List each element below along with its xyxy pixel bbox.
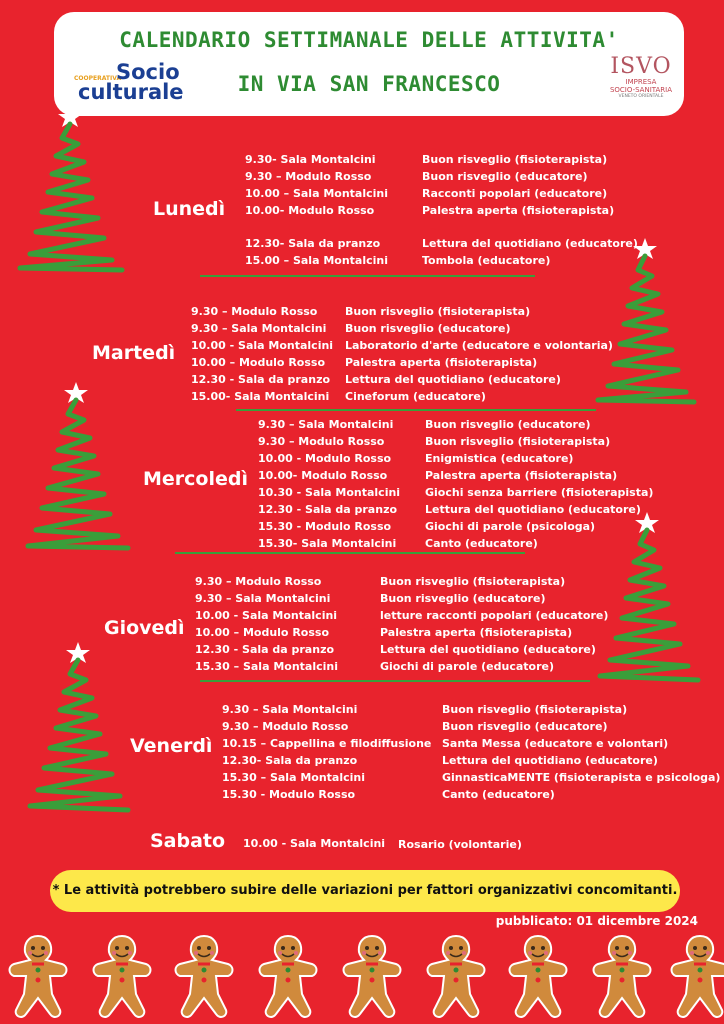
schedule-time: 15.30 - Modulo Rosso — [258, 520, 392, 533]
schedule-time: 12.30 - Sala da pranzo — [258, 503, 398, 516]
schedule-time: 10.00 - Sala Montalcini — [243, 837, 386, 850]
gingerbread-man-icon — [340, 934, 404, 1020]
logo-right-line2: SOCIO-SANITARIA — [609, 86, 673, 95]
schedule-time: 10.15 – Cappellina e filodiffusione — [222, 737, 432, 750]
schedule-time: 10.00 - Sala Montalcini — [191, 339, 334, 352]
gingerbread-man-icon — [6, 934, 70, 1020]
schedule-activity: Santa Messa (educatore e volontari) — [442, 737, 669, 750]
schedule-activity: Lettura del quotidiano (educatore) — [345, 373, 561, 386]
schedule-time: 9.30 – Modulo Rosso — [195, 575, 322, 588]
schedule-time: 10.00- Modulo Rosso — [258, 469, 388, 482]
schedule-activity: Buon risveglio (fisioterapista) — [380, 575, 566, 588]
logo-left-small: COOPERATIVA — [74, 75, 122, 82]
day-label-martedi: Martedì — [92, 342, 176, 364]
schedule-activity: Palestra aperta (fisioterapista) — [422, 204, 615, 217]
schedule-time: 10.00 – Modulo Rosso — [191, 356, 325, 369]
page-title-line-1: CALENDARIO SETTIMANALE DELLE ATTIVITA' — [119, 28, 619, 52]
schedule-time: 12.30- Sala da pranzo — [222, 754, 358, 767]
schedule-time: 10.00 - Sala Montalcini — [195, 609, 338, 622]
schedule-time: 12.30 - Sala da pranzo — [191, 373, 331, 386]
gingerbread-man-icon — [506, 934, 570, 1020]
schedule-time: 9.30 – Sala Montalcini — [195, 592, 331, 605]
schedule-time: 9.30 – Modulo Rosso — [191, 305, 318, 318]
gingerbread-man-icon — [256, 934, 320, 1020]
gingerbread-man-icon — [424, 934, 488, 1020]
schedule-activity: Buon risveglio (educatore) — [425, 418, 591, 431]
schedule-activity: Laboratorio d'arte (educatore e volontaria) — [345, 339, 613, 352]
schedule-activity: Lettura del quotidiano (educatore) — [425, 503, 641, 516]
logo-left-word1: Socio — [116, 60, 180, 84]
schedule-time: 9.30 – Modulo Rosso — [258, 435, 385, 448]
schedule-activity: Cineforum (educatore) — [345, 390, 486, 403]
schedule-time: 15.30 – Sala Montalcini — [222, 771, 365, 784]
day-label-mercoledi: Mercoledì — [143, 468, 248, 490]
schedule-activity: Lettura del quotidiano (educatore) — [422, 237, 638, 250]
christmas-tree-icon — [24, 640, 144, 820]
gingerbread-man-icon — [172, 934, 236, 1020]
christmas-tree-icon — [590, 236, 710, 412]
schedule-activity: Tombola (educatore) — [422, 254, 551, 267]
schedule-activity: Giochi di parole (educatore) — [380, 660, 554, 673]
day-label-venerdi: Venerdì — [130, 735, 213, 757]
page-title-line-2: IN VIA SAN FRANCESCO — [237, 72, 501, 96]
schedule-activity: letture racconti popolari (educatore) — [380, 609, 609, 622]
schedule-activity: Palestra aperta (fisioterapista) — [380, 626, 573, 639]
gingerbread-man-icon — [590, 934, 654, 1020]
schedule-time: 9.30 – Modulo Rosso — [245, 170, 372, 183]
logo-right-line3: VENETO ORIENTALE — [618, 94, 664, 100]
schedule-time: 10.30 - Sala Montalcini — [258, 486, 401, 499]
schedule-time: 10.00 – Sala Montalcini — [245, 187, 388, 200]
schedule-time: 15.00 – Sala Montalcini — [245, 254, 388, 267]
schedule-activity: Buon risveglio (fisioterapista) — [425, 435, 611, 448]
schedule-activity: Giochi senza barriere (fisioterapista) — [425, 486, 654, 499]
christmas-tree-icon — [20, 380, 140, 560]
schedule-activity: Giochi di parole (psicologa) — [425, 520, 596, 533]
schedule-time: 15.00- Sala Montalcini — [191, 390, 330, 403]
christmas-tree-icon — [12, 104, 132, 284]
schedule-time: 9.30 – Modulo Rosso — [222, 720, 349, 733]
schedule-activity: Racconti popolari (educatore) — [422, 187, 608, 200]
publication-date: pubblicato: 01 dicembre 2024 — [495, 914, 698, 928]
christmas-tree-icon — [592, 510, 712, 690]
schedule-activity: Buon risveglio (fisioterapista) — [422, 153, 608, 166]
divider-line — [175, 552, 525, 554]
divider-line — [200, 275, 535, 277]
schedule-time: 12.30- Sala da pranzo — [245, 237, 381, 250]
schedule-time: 10.00 - Modulo Rosso — [258, 452, 392, 465]
divider-line — [200, 680, 590, 682]
schedule-time: 15.30- Sala Montalcini — [258, 537, 397, 550]
schedule-time: 10.00- Modulo Rosso — [245, 204, 375, 217]
schedule-activity: Canto (educatore) — [442, 788, 555, 801]
divider-line — [236, 409, 596, 411]
schedule-time: 10.00 – Modulo Rosso — [195, 626, 329, 639]
schedule-time: 12.30 - Sala da pranzo — [195, 643, 335, 656]
schedule-activity: Buon risveglio (educatore) — [442, 720, 608, 733]
logo-right-line1: IMPRESA — [625, 78, 657, 86]
schedule-time: 15.30 – Sala Montalcini — [195, 660, 338, 673]
schedule-time: 9.30- Sala Montalcini — [245, 153, 376, 166]
gingerbread-man-icon — [668, 934, 724, 1020]
schedule-activity: Buon risveglio (educatore) — [345, 322, 511, 335]
variations-note: * Le attività potrebbero subire delle variazioni per fattori organizzativi concomitanti. — [50, 870, 680, 912]
schedule-activity: Palestra aperta (fisioterapista) — [425, 469, 618, 482]
schedule-activity: GinnasticaMENTE (fisioterapista e psicologa) — [442, 771, 721, 784]
schedule-activity: Buon risveglio (educatore) — [380, 592, 546, 605]
day-label-lunedi: Lunedì — [153, 198, 226, 220]
logo-left-word2: culturale — [78, 80, 184, 104]
schedule-time: 9.30 – Sala Montalcini — [222, 703, 358, 716]
schedule-time: 9.30 – Sala Montalcini — [191, 322, 327, 335]
day-label-giovedi: Giovedì — [104, 617, 185, 639]
schedule-activity: Lettura del quotidiano (educatore) — [442, 754, 658, 767]
schedule-activity: Canto (educatore) — [425, 537, 538, 550]
schedule-activity: Buon risveglio (fisioterapista) — [345, 305, 531, 318]
schedule-activity: Enigmistica (educatore) — [425, 452, 574, 465]
logo-right-name: ISVO — [610, 54, 672, 79]
isvo-logo — [604, 56, 678, 112]
schedule-time: 15.30 - Modulo Rosso — [222, 788, 356, 801]
schedule-activity: Lettura del quotidiano (educatore) — [380, 643, 596, 656]
schedule-time: 9.30 – Sala Montalcini — [258, 418, 394, 431]
header-card — [54, 12, 684, 116]
schedule-activity: Palestra aperta (fisioterapista) — [345, 356, 538, 369]
schedule-activity: Rosario (volontarie) — [398, 838, 522, 851]
schedule-activity: Buon risveglio (educatore) — [422, 170, 588, 183]
day-label-sabato: Sabato — [150, 830, 226, 852]
schedule-activity: Buon risveglio (fisioterapista) — [442, 703, 628, 716]
gingerbread-man-icon — [90, 934, 154, 1020]
